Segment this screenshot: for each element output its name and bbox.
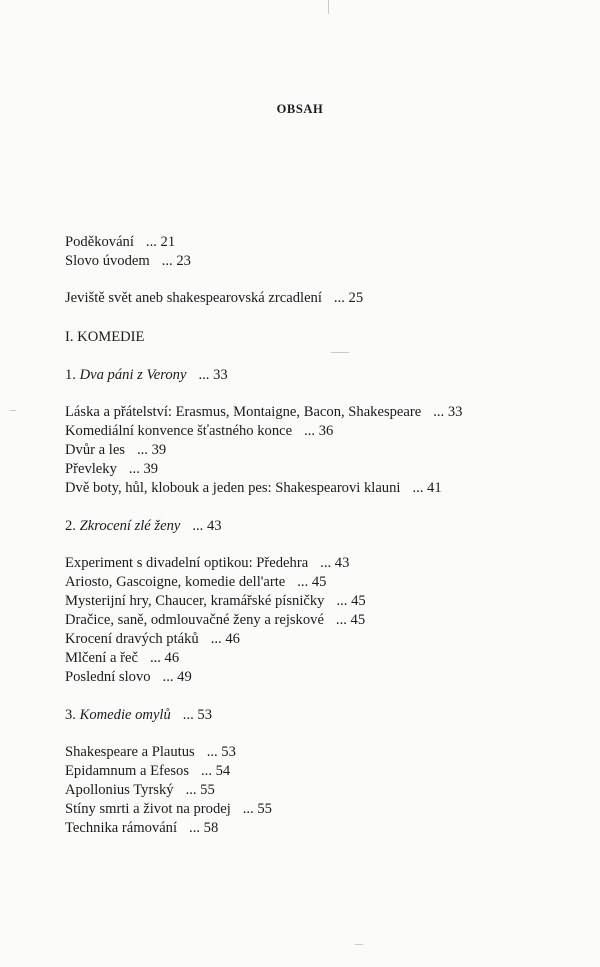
- toc-entry: [65, 743, 236, 761]
- toc-entry: [65, 479, 442, 497]
- toc-chapter-title: Zkrocení zlé ženy: [79, 518, 181, 534]
- toc-entry: [65, 781, 215, 799]
- toc-chapter-number: 2.: [65, 518, 80, 534]
- toc-entry-title: Mlčení a řeč: [65, 650, 138, 666]
- toc-entry: [65, 668, 192, 686]
- toc-entry-page: ... 55: [185, 782, 215, 798]
- toc-chapter-number: 3.: [65, 707, 80, 723]
- toc-part-heading: [65, 328, 144, 346]
- toc-entry-page: ... 43: [320, 555, 350, 571]
- toc-entry-page: ... 49: [162, 669, 192, 685]
- toc-entry-title: Poslední slovo: [65, 669, 151, 685]
- toc-entry-title: Komediální konvence šťastného konce: [65, 423, 293, 439]
- scan-mark: [328, 0, 329, 14]
- toc-chapter: [65, 706, 212, 724]
- toc-entry: [65, 422, 333, 440]
- toc-entry-title: Shakespeare a Plautus: [65, 744, 195, 760]
- toc-entry: [65, 592, 366, 610]
- toc-entry: [65, 800, 272, 818]
- toc-entry-title: Mysterijní hry, Chaucer, kramářské písničky: [65, 593, 325, 609]
- toc-chapter-title: Komedie omylů: [79, 707, 171, 723]
- toc-entry-title: Poděkování: [65, 234, 134, 250]
- toc-entry-title: Jeviště svět aneb shakespearovská zrcadlení: [65, 290, 322, 306]
- toc-entry: [65, 554, 349, 572]
- toc-entry: [65, 573, 326, 591]
- scan-mark: [331, 352, 349, 353]
- toc-entry: [65, 441, 166, 459]
- toc-entry-page: ... 43: [192, 518, 222, 534]
- toc-entry-title: Láska a přátelství: Erasmus, Montaigne, Bacon, Shakespeare: [65, 404, 422, 420]
- toc-entry-page: ... 45: [336, 593, 366, 609]
- toc-entry-title: Stíny smrti a život na prodej: [65, 801, 231, 817]
- toc-entry-page: ... 54: [201, 763, 231, 779]
- toc-entry-page: ... 41: [412, 480, 442, 496]
- toc-entry-page: ... 33: [198, 367, 228, 383]
- toc-part-title: I. KOMEDIE: [65, 329, 145, 345]
- toc-chapter: [65, 366, 228, 384]
- toc-entry-title: Slovo úvodem: [65, 253, 150, 269]
- toc-entry-page: ... 45: [297, 574, 327, 590]
- toc-entry: [65, 649, 179, 667]
- toc-entry: [65, 762, 230, 780]
- page-title: OBSAH: [276, 102, 324, 116]
- toc-entry-page: ... 25: [333, 290, 364, 306]
- toc-entry: [65, 611, 365, 629]
- toc-entry-title: Převleky: [65, 461, 117, 477]
- toc-entry-title: Apollonius Tyrský: [65, 782, 174, 798]
- toc-entry-page: ... 46: [149, 650, 180, 666]
- scan-mark: [10, 410, 16, 411]
- scan-mark: [355, 944, 363, 945]
- toc-entry: [65, 630, 240, 648]
- toc-entry-title: Dračice, saně, odmlouvačné ženy a rejskové: [65, 612, 324, 628]
- toc-chapter-title: Dva páni z Verony: [79, 367, 187, 383]
- toc-entry-page: ... 21: [145, 234, 176, 250]
- toc-entry: [65, 289, 363, 307]
- toc-entry-page: ... 55: [242, 801, 272, 817]
- toc-entry-title: Ariosto, Gascoigne, komedie dell'arte: [65, 574, 286, 590]
- toc-entry: [65, 460, 158, 478]
- toc-entry-page: ... 39: [136, 442, 167, 458]
- toc-entry-page: ... 45: [335, 612, 366, 628]
- toc-chapter: [65, 517, 222, 535]
- toc-entry: [65, 819, 218, 837]
- toc-entry-title: Krocení dravých ptáků: [65, 631, 199, 647]
- toc-entry-page: ... 46: [210, 631, 240, 647]
- toc-entry-page: ... 23: [161, 253, 191, 269]
- toc-entry-title: Dvůr a les: [65, 442, 125, 458]
- toc-chapter-number: 1.: [65, 367, 80, 383]
- toc-entry: [65, 403, 462, 421]
- toc-entry-page: ... 39: [128, 461, 159, 477]
- toc-entry-page: ... 36: [304, 423, 334, 439]
- toc-entry-title: Experiment s divadelní optikou: Předehra: [65, 555, 309, 571]
- toc-entry-title: Technika rámování: [65, 820, 178, 836]
- toc-entry-page: ... 53: [206, 744, 236, 760]
- toc-entry-title: Dvě boty, hůl, klobouk a jeden pes: Shakespearovi klauni: [65, 480, 401, 496]
- toc-entry: [65, 233, 175, 251]
- toc-entry-page: ... 53: [182, 707, 212, 723]
- toc-entry-title: Epidamnum a Efesos: [65, 763, 190, 779]
- toc-entry-page: ... 33: [433, 404, 463, 420]
- toc-entry: [65, 252, 191, 270]
- toc-entry-page: ... 58: [189, 820, 219, 836]
